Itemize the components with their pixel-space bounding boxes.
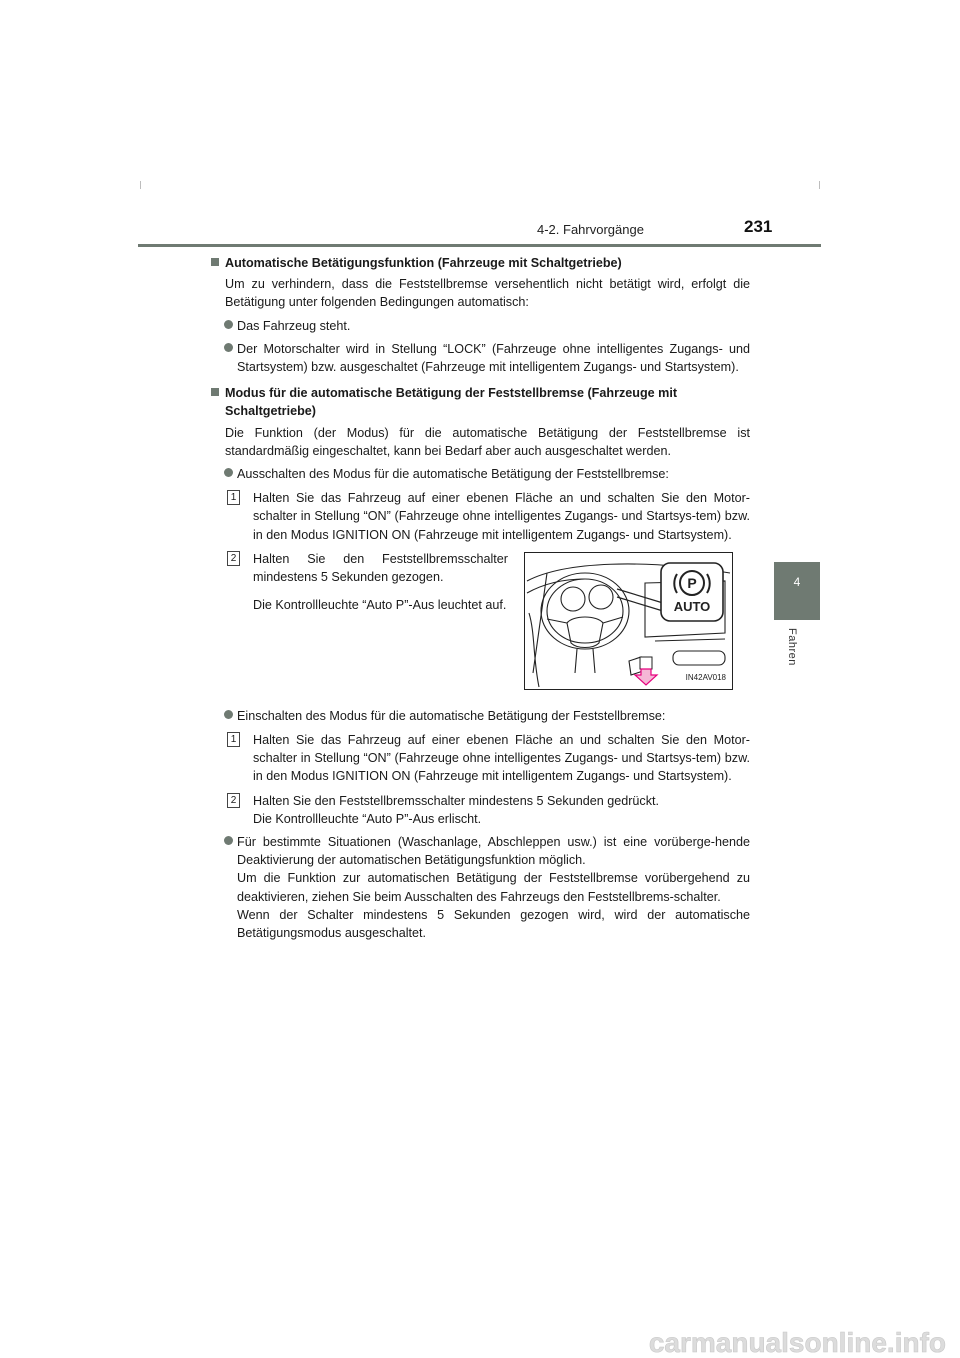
bullet-mode-off: Ausschalten des Modus für die automatische Betätigung der Feststellbremse: xyxy=(210,465,750,483)
auto-function-intro: Um zu verhindern, dass die Feststellbremse versehentlich nicht betätigt wird, erfolgt die Betätigung unter folgenden Bedingungen automatisch: xyxy=(225,277,750,310)
pull-arrow-icon xyxy=(635,669,657,685)
step-number-badge: 1 xyxy=(227,732,240,747)
step-number-badge: 2 xyxy=(227,793,240,808)
step-off-1: 1 Halten Sie das Fahrzeug auf einer ebenen Fläche an und schalten Sie den Motor-schalter in Stellung “ON” (Fahrzeuge ohne intelligentes Zugangs- und Startsys-tem) bzw. in den Modus IGNITION ON (Fahrzeuge mit intelligentem Zugangs- und Startsystem). xyxy=(210,489,750,544)
crop-mark-left xyxy=(140,181,141,189)
step-off-2 xyxy=(210,550,750,702)
list-item: Der Motorschalter wird in Stellung “LOCK” (Fahrzeuge ohne intelligentes Zugangs- und Startsystem) bzw. ausgeschaltet (Fahrzeuge mit intelligentem Zugangs- und Startsystem). xyxy=(210,340,750,376)
indicator-letter: P xyxy=(687,574,697,591)
bullet-icon xyxy=(224,836,233,845)
bullet-icon xyxy=(224,343,233,352)
bullet-mode-on: Einschalten des Modus für die automatische Betätigung der Feststellbremse: xyxy=(210,707,750,725)
bullet-icon xyxy=(224,320,233,329)
chapter-tab[interactable] xyxy=(774,562,820,620)
chapter-number: 4 xyxy=(793,575,801,589)
page-content xyxy=(210,252,750,942)
mode-intro: Die Funktion (der Modus) für die automatische Betätigung der Feststellbremse ist standardmäßig eingeschaltet, kann bei Bedarf aber auch ausgeschaltet werden. xyxy=(225,425,750,458)
header-rule xyxy=(138,244,821,247)
step-number-badge: 2 xyxy=(227,551,240,566)
list-item: Das Fahrzeug steht. xyxy=(210,317,750,335)
crop-mark-right xyxy=(819,181,820,189)
heading-auto-function: Automatische Betätigungsfunktion (Fahrzeuge mit Schaltgetriebe) xyxy=(210,254,750,272)
indicator-word: AUTO xyxy=(673,598,711,614)
step-number-badge: 1 xyxy=(227,490,240,505)
step-on-1: 1 Halten Sie das Fahrzeug auf einer ebenen Fläche an und schalten Sie den Motor-schalter in Stellung “ON” (Fahrzeuge ohne intelligentes Zugangs- und Startsys-tem) bzw. in den Modus IGNITION ON (Fahrzeuge mit intelligentem Zugangs- und Startsystem). xyxy=(210,731,750,786)
section-title: 4-2. Fahrvorgänge xyxy=(537,222,644,237)
watermark: carmanualsonline.info xyxy=(648,1327,946,1358)
figure-dashboard-illustration xyxy=(524,552,733,690)
chapter-label: Fahren xyxy=(786,628,798,666)
bullet-icon xyxy=(224,710,233,719)
step-off-2-text: Halten Sie den Feststellbremsschalter mindestens 5 Sekunden gezogen. Die Kontrollleuchte “Auto P”-Aus leuchtet auf. xyxy=(253,551,508,613)
heading-mode: Modus für die automatische Betätigung der Feststellbremse (Fahrzeuge mit Schaltgetriebe) xyxy=(210,384,750,420)
bullet-icon xyxy=(224,468,233,477)
page-number: 231 xyxy=(744,217,773,236)
bullet-temp-deactivation: Für bestimmte Situationen (Waschanlage, Abschleppen usw.) ist eine vorüberge-hende Deaktivierung der automatischen Betätigungsfunktion möglich. Um die Funktion zur automatischen Betätigung der Feststellbremse vorübergehend zu deaktivieren, ziehen Sie beim Ausschalten des Fahrzeugs den Feststellbrems-schalter. Wenn der Schalter mindestens 5 Sekunden gezogen wird, wird der automatische Betätigungsmodus ausgeschaltet. xyxy=(210,833,750,942)
step-on-2: 2 Halten Sie den Feststellbremsschalter mindestens 5 Sekunden gedrückt. Die Kontrollleuchte “Auto P”-Aus erlischt. xyxy=(210,792,750,828)
figure-code: IN42AV018 xyxy=(685,672,726,682)
